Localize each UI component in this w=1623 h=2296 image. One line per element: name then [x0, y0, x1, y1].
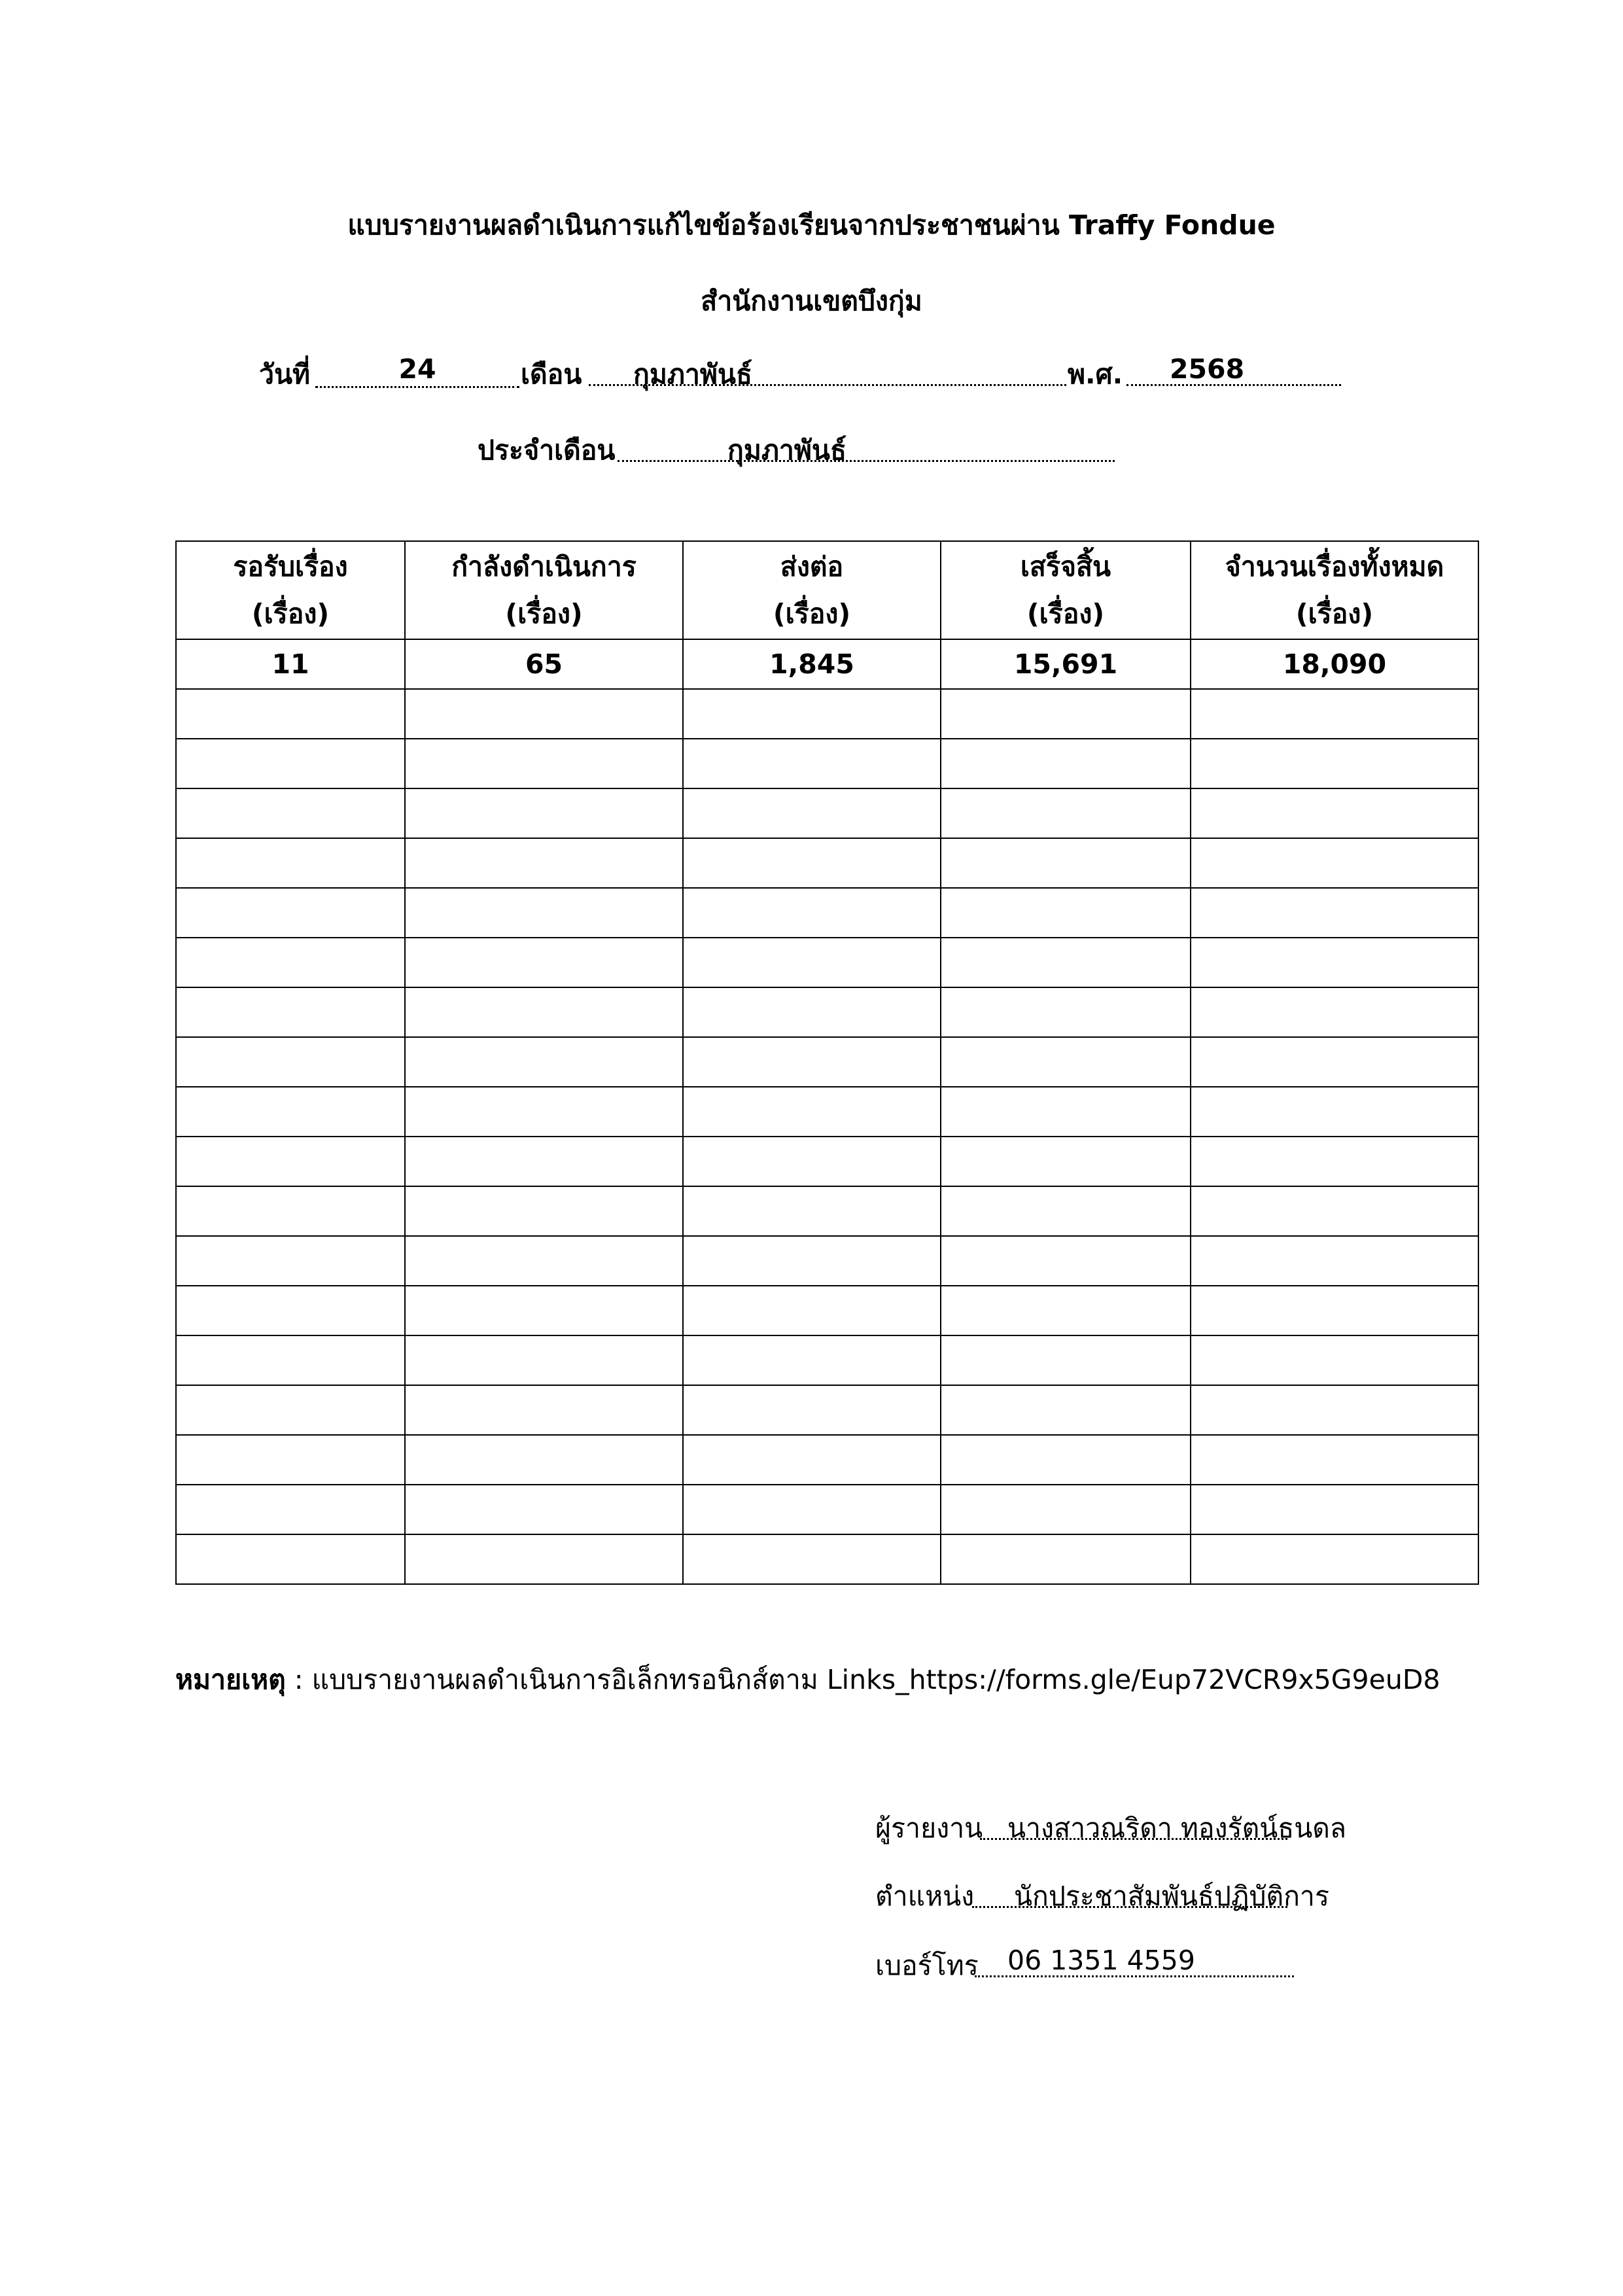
empty-cell — [683, 1385, 941, 1435]
table-header-row — [176, 541, 1478, 639]
empty-cell — [683, 1037, 941, 1087]
empty-table-row — [176, 689, 1478, 739]
empty-cell — [405, 938, 683, 987]
empty-cell — [176, 1037, 405, 1087]
empty-cell — [683, 739, 941, 788]
month-field: กุมภาพันธ์ — [589, 353, 1066, 386]
note-separator: : — [285, 1664, 312, 1695]
empty-table-row — [176, 1137, 1478, 1186]
empty-cell — [683, 1335, 941, 1385]
report-table — [175, 540, 1479, 1585]
empty-cell — [405, 1435, 683, 1485]
empty-cell — [941, 1137, 1191, 1186]
empty-cell — [405, 689, 683, 739]
phone-label: เบอร์โทร — [875, 1950, 979, 1981]
empty-cell — [1191, 739, 1478, 788]
empty-cell — [1191, 1137, 1478, 1186]
note-line — [175, 1659, 1440, 1701]
empty-cell — [941, 838, 1191, 888]
empty-cell — [405, 1087, 683, 1137]
empty-cell — [176, 1186, 405, 1236]
empty-cell — [176, 689, 405, 739]
empty-cell — [941, 1485, 1191, 1534]
empty-cell — [176, 1435, 405, 1485]
empty-cell — [1191, 938, 1478, 987]
empty-cell — [176, 739, 405, 788]
empty-table-row — [176, 1335, 1478, 1385]
empty-cell — [941, 1534, 1191, 1584]
reporter-label: ผู้รายงาน — [875, 1812, 983, 1844]
empty-cell — [941, 1385, 1191, 1435]
empty-table-row — [176, 1037, 1478, 1087]
empty-table-row — [176, 788, 1478, 838]
empty-cell — [1191, 987, 1478, 1037]
empty-table-row — [176, 1186, 1478, 1236]
empty-cell — [941, 987, 1191, 1037]
month-label: เดือน — [521, 359, 582, 390]
empty-cell — [683, 838, 941, 888]
empty-cell — [176, 1335, 405, 1385]
empty-table-row — [176, 1485, 1478, 1534]
empty-cell — [176, 788, 405, 838]
cell-total: 18,090 — [1191, 639, 1478, 689]
empty-cell — [941, 788, 1191, 838]
period-label: ประจำเดือน — [478, 434, 616, 466]
empty-cell — [683, 1137, 941, 1186]
empty-cell — [683, 888, 941, 938]
empty-cell — [405, 1236, 683, 1286]
header-forwarded: ส่งต่อ (เรื่อง) — [683, 541, 941, 639]
day-field: 24 — [315, 353, 519, 388]
empty-cell — [405, 739, 683, 788]
office-name: สำนักงานเขตบึงกุ่ม — [701, 285, 922, 317]
empty-cell — [683, 1534, 941, 1584]
empty-cell — [683, 689, 941, 739]
empty-cell — [176, 1385, 405, 1435]
empty-cell — [1191, 1037, 1478, 1087]
empty-table-row — [176, 1087, 1478, 1137]
position-field: นักประชาสัมพันธ์ปฏิบัติการ — [972, 1875, 1287, 1908]
empty-cell — [683, 1236, 941, 1286]
empty-cell — [1191, 689, 1478, 739]
empty-cell — [1191, 1385, 1478, 1435]
empty-table-row — [176, 1236, 1478, 1286]
empty-cell — [1191, 838, 1478, 888]
empty-table-row — [176, 739, 1478, 788]
year-label: พ.ศ. — [1068, 359, 1123, 390]
period-field: กุมภาพันธ์ — [618, 429, 1115, 462]
empty-cell — [683, 987, 941, 1037]
empty-table-row — [176, 888, 1478, 938]
empty-cell — [405, 1137, 683, 1186]
empty-cell — [941, 1037, 1191, 1087]
empty-cell — [1191, 1087, 1478, 1137]
empty-cell — [405, 1485, 683, 1534]
empty-cell — [683, 1186, 941, 1236]
empty-cell — [176, 838, 405, 888]
empty-table-row — [176, 1286, 1478, 1335]
header-pending: รอรับเรื่อง (เรื่อง) — [176, 541, 405, 639]
date-line — [0, 353, 1623, 393]
empty-cell — [176, 1137, 405, 1186]
empty-cell — [176, 888, 405, 938]
empty-cell — [941, 689, 1191, 739]
cell-pending: 11 — [176, 639, 405, 689]
day-label: วันที่ — [259, 359, 311, 390]
note-label: หมายเหตุ — [175, 1664, 286, 1695]
empty-cell — [1191, 1435, 1478, 1485]
empty-cell — [1191, 1335, 1478, 1385]
note-text: แบบรายงานผลดำเนินการอิเล็กทรอนิกส์ตาม Links_https://forms.gle/Eup72VCR9x5G9euD8 — [311, 1664, 1440, 1695]
cell-forwarded: 1,845 — [683, 639, 941, 689]
table-row — [176, 639, 1478, 689]
empty-table-row — [176, 1435, 1478, 1485]
empty-cell — [1191, 1286, 1478, 1335]
period-line — [0, 429, 1623, 468]
empty-cell — [176, 1485, 405, 1534]
empty-cell — [176, 987, 405, 1037]
empty-cell — [405, 888, 683, 938]
empty-cell — [683, 788, 941, 838]
empty-cell — [176, 938, 405, 987]
position-label: ตำแหน่ง — [875, 1881, 975, 1912]
empty-cell — [683, 1286, 941, 1335]
report-title: แบบรายงานผลดำเนินการแก้ไขข้อร้องเรียนจากประชาชนผ่าน Traffy Fondue — [347, 209, 1276, 241]
empty-table-row — [176, 987, 1478, 1037]
empty-cell — [405, 1037, 683, 1087]
empty-cell — [941, 888, 1191, 938]
cell-completed: 15,691 — [941, 639, 1191, 689]
cell-in-progress: 65 — [405, 639, 683, 689]
empty-cell — [941, 1236, 1191, 1286]
empty-cell — [405, 987, 683, 1037]
empty-table-row — [176, 1534, 1478, 1584]
empty-cell — [683, 1485, 941, 1534]
empty-cell — [941, 1186, 1191, 1236]
empty-cell — [1191, 1186, 1478, 1236]
header-in-progress: กำลังดำเนินการ (เรื่อง) — [405, 541, 683, 639]
empty-cell — [405, 788, 683, 838]
empty-cell — [941, 1335, 1191, 1385]
empty-cell — [1191, 888, 1478, 938]
empty-cell — [683, 1435, 941, 1485]
empty-table-row — [176, 1385, 1478, 1435]
empty-cell — [405, 1186, 683, 1236]
empty-cell — [176, 1534, 405, 1584]
empty-cell — [405, 1286, 683, 1335]
empty-cell — [405, 1335, 683, 1385]
empty-cell — [941, 1286, 1191, 1335]
reporter-line — [875, 1807, 1399, 1846]
empty-cell — [941, 1435, 1191, 1485]
empty-cell — [405, 1534, 683, 1584]
empty-cell — [1191, 1534, 1478, 1584]
empty-cell — [941, 739, 1191, 788]
empty-cell — [176, 1236, 405, 1286]
empty-cell — [1191, 788, 1478, 838]
empty-cell — [683, 938, 941, 987]
empty-cell — [941, 1087, 1191, 1137]
empty-cell — [683, 1087, 941, 1137]
phone-field: 06 1351 4559 — [975, 1945, 1294, 1977]
header-completed: เสร็จสิ้น (เรื่อง) — [941, 541, 1191, 639]
empty-table-row — [176, 938, 1478, 987]
position-line — [875, 1875, 1399, 1915]
empty-cell — [405, 838, 683, 888]
empty-cell — [405, 1385, 683, 1435]
empty-cell — [1191, 1485, 1478, 1534]
empty-table-row — [176, 838, 1478, 888]
header-total: จำนวนเรื่องทั้งหมด (เรื่อง) — [1191, 541, 1478, 639]
empty-cell — [176, 1087, 405, 1137]
year-field: 2568 — [1126, 353, 1341, 386]
phone-line — [875, 1945, 1399, 1984]
reporter-field: นางสาวณริดา ทองรัตน์ธนดล — [980, 1807, 1287, 1840]
empty-cell — [1191, 1236, 1478, 1286]
empty-cell — [941, 938, 1191, 987]
empty-cell — [176, 1286, 405, 1335]
